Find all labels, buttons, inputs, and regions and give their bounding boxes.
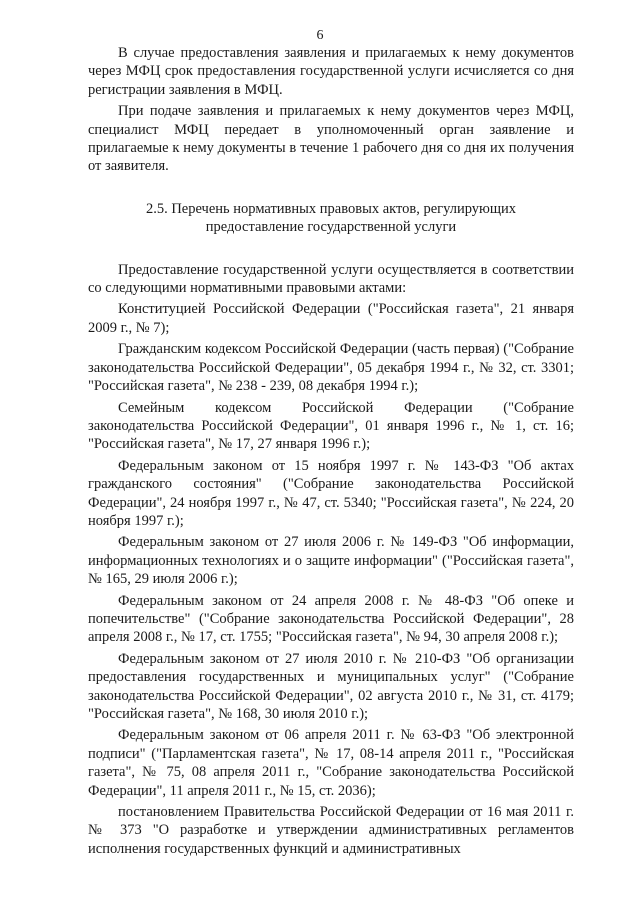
section-heading-line-1: 2.5. Перечень нормативных правовых актов, регулирующих [145,200,517,217]
section-heading-line-2: предоставление государственной услуги [205,219,457,236]
paragraph-act-family-code: Семейным кодексом Российской Федерации ("Собрание законодательства Российской Федерации", 01 января 1996 г., № 1, ст. 16; "Российская газета", № 17, 27 января 1996 г.); [88,399,574,453]
paragraph-act-143-fz: Федеральным законом от 15 ноября 1997 г. № 143-ФЗ "Об актах гражданского состояния" ("Собрание законодательства Российской Федерации", 24 ноября 1997 г., № 47, ст. 5340; "Российская газета", № 224, 20 ноября 1997 г.); [88,457,574,529]
paragraph-act-resolution-373: постановлением Правительства Российской Федерации от 16 мая 2011 г. № 373 "О разработке и утверждении административных регламентов исполнения государственных функций и административных [88,804,574,857]
paragraph-mfc-term: В случае предоставления заявления и прилагаемых к нему документов через МФЦ срок предоставления государственной услуги исчисляется со дня регистрации заявления в МФЦ. [88,45,574,98]
section-heading [88,200,574,237]
paragraph-act-constitution: Конституцией Российской Федерации ("Российская газета", 21 января 2009 г., № 7); [88,301,574,336]
paragraph-acts-intro: Предоставление государственной услуги осуществляется в соответствии со следующими нормативными правовыми актами: [88,261,574,297]
paragraph-act-210-fz: Федеральным законом от 27 июля 2010 г. № 210-ФЗ "Об организации предоставления государственных и муниципальных услуг" ("Собрание законодательства Российской Федерации", 02 августа 2010 г., № 31, ст. 4179; "Российская газета", № 168, 30 июля 2010 г.); [88,650,574,722]
page-number: 6 [316,28,324,43]
document-body [88,44,574,861]
paragraph-act-48-fz: Федеральным законом от 24 апреля 2008 г. № 48-ФЗ "Об опеке и попечительстве" ("Собрание законодательства Российской Федерации", 28 апреля 2008 г., № 17, ст. 1755; "Российская газета", № 94, 30 апреля 2008 г.); [88,592,574,646]
paragraph-act-149-fz: Федеральным законом от 27 июля 2006 г. № 149-ФЗ "Об информации, информационных технологиях и о защите информации" ("Российская газета", № 165, 29 июля 2006 г.); [88,534,574,588]
paragraph-mfc-transfer: При подаче заявления и прилагаемых к нему документов через МФЦ, специалист МФЦ передает в уполномоченный орган заявление и прилагаемые к нему документы в течение 1 рабочего дня со дня их получения от заявителя. [88,103,574,175]
paragraph-act-civil-code: Гражданским кодексом Российской Федерации (часть первая) ("Собрание законодательства Российской Федерации", 05 декабря 1994 г., № 32, ст. 3301; "Российская газета", № 238 - 239, 08 декабря 1994 г.); [88,341,574,395]
paragraph-act-63-fz: Федеральным законом от 06 апреля 2011 г. № 63-ФЗ "Об электронной подписи" ("Парламентская газета", № 17, 08-14 апреля 2011 г., "Российская газета", № 75, 08 апреля 2011 г., "Собрание законодательства Российской Федерации", 11 апреля 2011 г., № 15, ст. 2036); [88,727,574,799]
